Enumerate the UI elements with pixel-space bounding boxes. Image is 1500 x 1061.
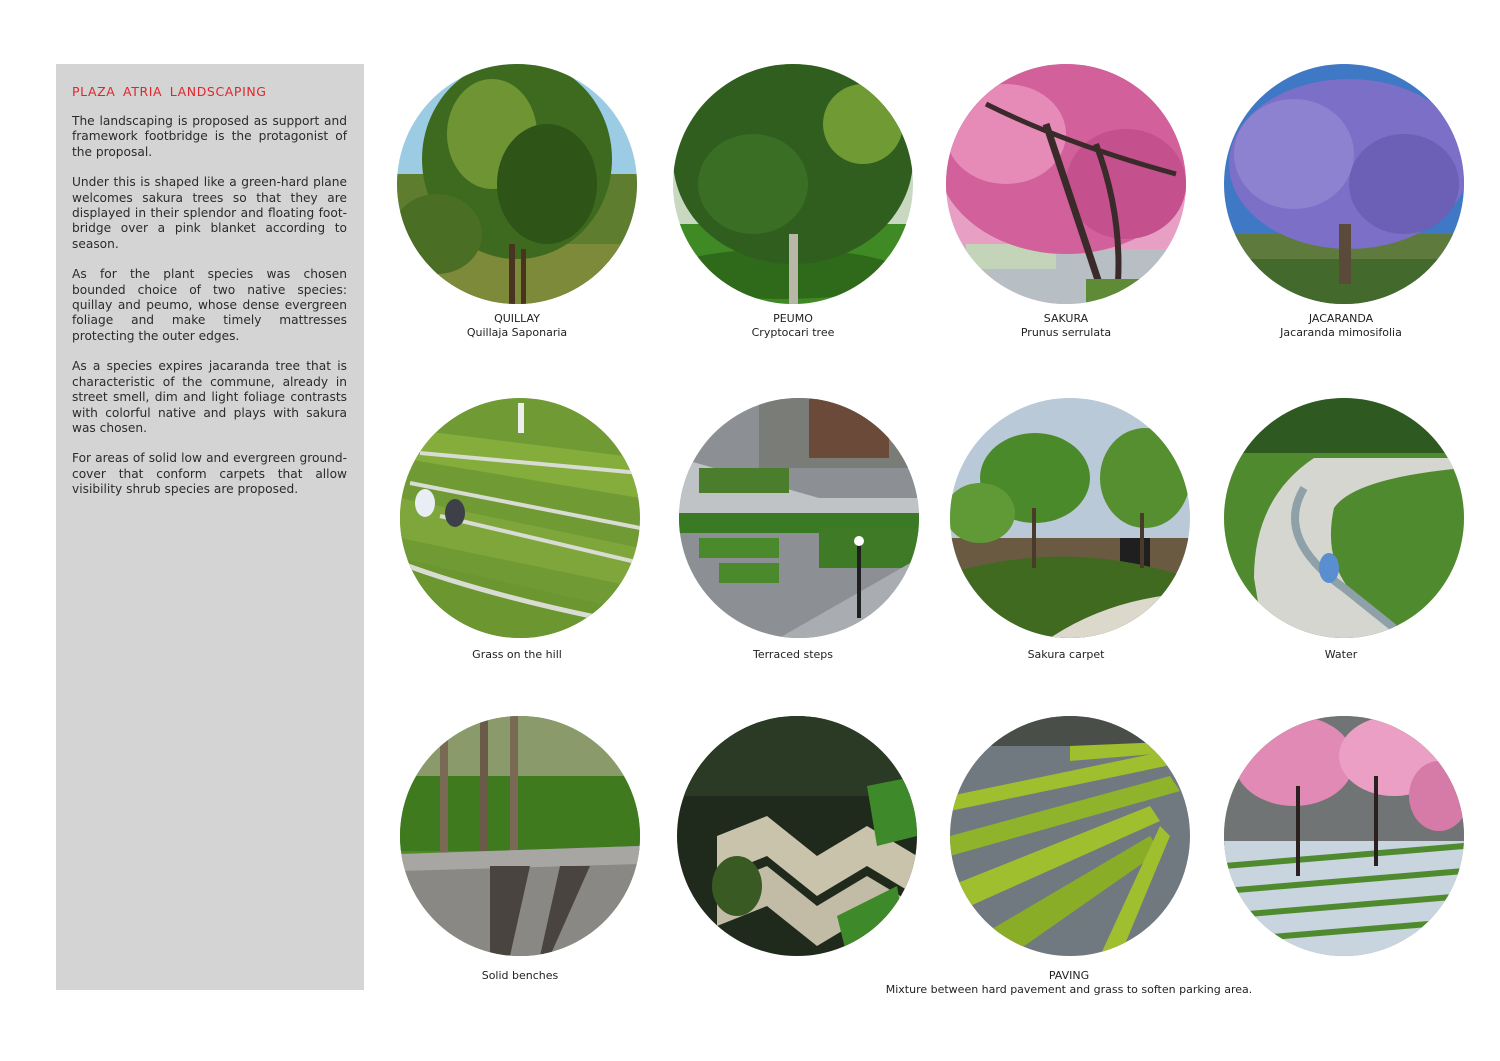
paving-sakura-photo [1224, 716, 1464, 956]
caption-title: PAVING [1048, 969, 1090, 982]
paving-moss-photo [950, 716, 1190, 956]
caption-quillay [387, 312, 647, 340]
water-channel-photo [1224, 398, 1464, 638]
paving-aerial-photo [677, 716, 917, 956]
caption-sakura [936, 312, 1196, 340]
caption-title: SAKURA [1043, 312, 1089, 325]
solid-benches-photo [400, 716, 640, 956]
quillay-tree-photo [397, 64, 637, 304]
caption-solid-benches: Solid benches [481, 969, 559, 982]
description-panel [56, 64, 364, 990]
peumo-tree-photo [673, 64, 913, 304]
sakura-carpet-photo [950, 398, 1190, 638]
terraced-steps-photo [679, 398, 919, 638]
paragraph-native-species: As for the plant species was chosen bounded choice of two native species: quillay and peumo, whose dense evergreen foliage and make timely mattresses protecting the outer edges. [72, 267, 347, 343]
caption-subtitle: Cryptocari tree [751, 326, 835, 339]
paragraph-intro: The landscaping is proposed as support and framework footbridge is the protagonist of the proposal. [72, 114, 347, 159]
caption-subtitle: Prunus serrulata [1020, 326, 1112, 339]
panel-title: PLAZA ATRIA LANDSCAPING [72, 84, 267, 99]
grass-hill-photo [400, 398, 640, 638]
paragraph-groundcover: For areas of solid low and evergreen ground-cover that conform carpets that allow visibility shrub species are proposed. [72, 451, 347, 497]
sakura-tree-photo [946, 64, 1186, 304]
caption-title: QUILLAY [494, 312, 540, 325]
caption-subtitle: Mixture between hard pavement and grass to soften parking area. [885, 983, 1253, 996]
caption-subtitle: Quillaja Saponaria [466, 326, 568, 339]
caption-jacaranda [1211, 312, 1471, 340]
paragraph-jacaranda: As a species expires jacaranda tree that is characteristic of the commune, already in street smell, dim and light foliage contrasts with colorful native and plays with sakura was chosen. [72, 359, 347, 435]
caption-peumo [663, 312, 923, 340]
caption-title: JACARANDA [1308, 312, 1374, 325]
jacaranda-tree-photo [1224, 64, 1464, 304]
caption-subtitle: Jacaranda mimosifolia [1280, 326, 1402, 339]
caption-terraced-steps: Terraced steps [752, 648, 834, 661]
caption-title: PEUMO [773, 312, 813, 325]
paragraph-green-plane: Under this is shaped like a green-hard plane welcomes sakura trees so that they are displayed in their splendor and floating foot-bridge over a pink blanket according to season. [72, 175, 347, 251]
caption-grass-hill: Grass on the hill [472, 648, 562, 661]
caption-water: Water [1324, 648, 1358, 661]
caption-paving [809, 969, 1329, 997]
caption-sakura-carpet: Sakura carpet [1027, 648, 1105, 661]
